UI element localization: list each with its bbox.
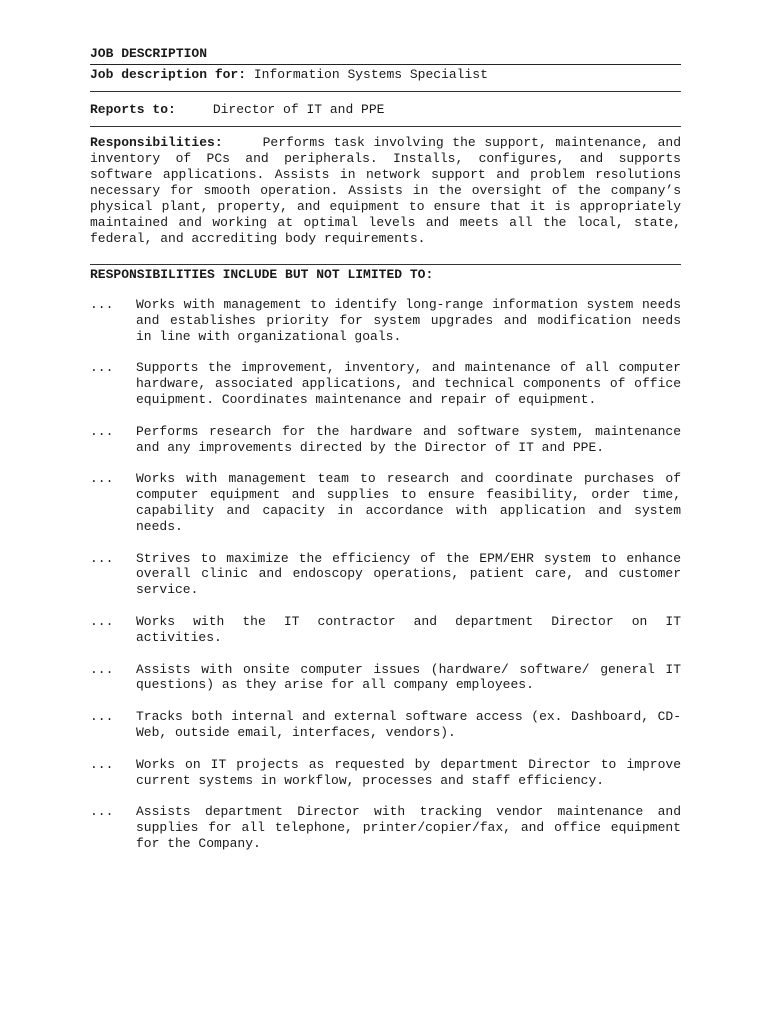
bullet-marker: ... <box>90 360 114 376</box>
list-item <box>90 471 681 534</box>
job-description-value: Information Systems Specialist <box>253 67 488 82</box>
bullet-marker: ... <box>90 550 114 566</box>
list-item <box>90 709 681 741</box>
job-description-label: Job description for: <box>90 67 247 82</box>
list-item-text: Works with the IT contractor and department Director on IT activities. <box>136 613 681 645</box>
bullet-marker: ... <box>90 661 114 677</box>
bullet-marker: ... <box>90 297 114 312</box>
responsibilities-text: Performs task involving the support, maintenance, and inventory of PCs and peripherals. Installs, configures, and supports software applications. Assists in network support and problem resolutions necessary for smooth operation. Assists in the oversight of the company’s physical plant, property, and equipment to ensure that it is appropriately maintained and working at optimal levels and meets all the local, state, federal, and accrediting body requirements. <box>90 135 681 246</box>
reports-to-label: Reports to: <box>90 102 176 117</box>
reports-to-value: Director of IT and PPE <box>212 102 385 117</box>
responsibilities-list <box>90 297 681 852</box>
list-item <box>90 297 681 344</box>
list-item-text: Works with management to identify long-range information system needs and establishes priority for system upgrades and modification needs in line with organizational goals. <box>136 297 681 344</box>
document-heading: JOB DESCRIPTION <box>90 45 681 65</box>
list-item <box>90 662 681 694</box>
list-item-text: Assists with onsite computer issues (hardware/ software/ general IT questions) as they arise for all company employees. <box>136 661 681 693</box>
bullet-marker: ... <box>90 709 114 725</box>
list-item <box>90 804 681 851</box>
list-item-text: Strives to maximize the efficiency of the EPM/EHR system to enhance overall clinic and endoscopy operations, patient care, and customer service. <box>136 550 681 598</box>
bullet-marker: ... <box>90 471 114 487</box>
list-item <box>90 757 681 789</box>
bullet-marker: ... <box>90 423 114 439</box>
list-item-text: Supports the improvement, inventory, and maintenance of all computer hardware, associated applications, and technical components of office equipment. Coordinates maintenance and repair of equipment. <box>136 360 681 407</box>
list-item <box>90 424 681 456</box>
list-item <box>90 551 681 598</box>
job-description-row <box>90 65 681 92</box>
list-item <box>90 360 681 407</box>
responsibilities-summary <box>90 135 681 265</box>
list-item <box>90 614 681 646</box>
list-item-text: Works on IT projects as requested by department Director to improve current systems in workflow, processes and staff efficiency. <box>136 756 681 788</box>
list-item-text: Tracks both internal and external software access (ex. Dashboard, CD-Web, outside email, interfaces, vendors). <box>136 709 681 740</box>
list-item-text: Works with management team to research and coordinate purchases of computer equipment and supplies to ensure feasibility, order time, capability and capacity in accordance with application and system needs. <box>136 471 681 534</box>
responsibilities-label: Responsibilities: <box>90 135 223 150</box>
document-page <box>90 45 681 868</box>
bullet-marker: ... <box>90 613 114 629</box>
bullet-marker: ... <box>90 804 114 820</box>
section-heading: RESPONSIBILITIES INCLUDE BUT NOT LIMITED TO: <box>90 267 434 282</box>
list-item-text: Assists department Director with tracking vendor maintenance and supplies for all telephone, printer/copier/fax, and office equipment for the Company. <box>136 804 681 851</box>
reports-to-row <box>90 92 681 127</box>
list-item-text: Performs research for the hardware and software system, maintenance and any improvements directed by the Director of IT and PPE. <box>136 423 681 455</box>
bullet-marker: ... <box>90 756 114 772</box>
